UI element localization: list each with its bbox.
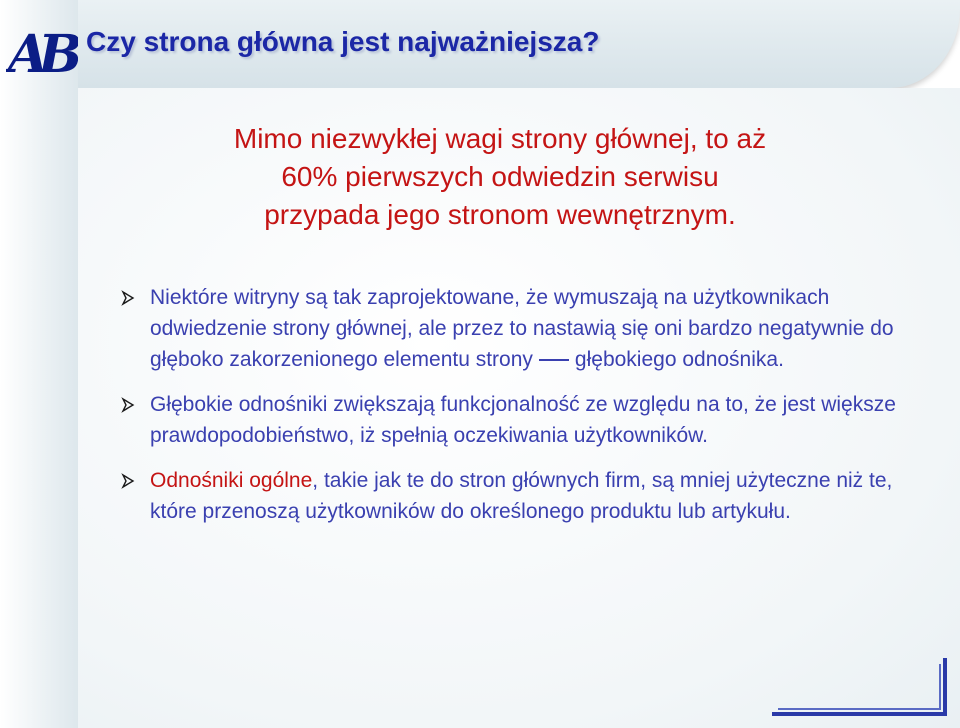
lead-line-3: przypada jego stronom wewnętrznym. — [264, 199, 736, 230]
bullet-1-text-end: głębokiego odnośnika. — [574, 348, 784, 371]
bullet-3-text: , takie jak te do stron głównych firm, są mniej użyteczne niż te, które przenoszą użytkowników do określonego produktu lub artykułu. — [150, 469, 893, 523]
left-band — [0, 0, 78, 728]
corner-bracket-icon — [770, 656, 950, 720]
lead-line-1: Mimo niezwykłej wagi strony głównej, to aż — [233, 123, 767, 154]
bullet-item-2 — [120, 389, 930, 451]
bullet-1-text: Niektóre witryny są tak zaprojektowane, że wymuszają na użytkownikach odwiedzenie strony głównej, ale przez to nastawią się oni bardzo negatywnie do głęboko zakorzenionego elementu strony — [150, 286, 894, 371]
logo-ab — [6, 18, 78, 82]
arrowhead-bullet-icon — [120, 397, 136, 413]
bullet-item-1 — [120, 282, 930, 375]
bullet-item-3 — [120, 465, 930, 527]
bullet-list — [120, 282, 930, 541]
page-title: Czy strona główna jest najważniejsza? — [86, 26, 600, 57]
lead-line-2: 60% pierwszych odwiedzin serwisu — [281, 161, 719, 192]
arrowhead-bullet-icon — [120, 473, 136, 489]
lead-text — [100, 120, 900, 234]
logo-ab-text: AB — [8, 24, 73, 82]
em-dash — [539, 359, 569, 361]
bullet-2-text: Głębokie odnośniki zwiększają funkcjonalność ze względu na to, że jest większe prawdopodobieństwo, iż spełnią oczekiwania użytkowników. — [150, 393, 896, 447]
bullet-3-highlight: Odnośniki ogólne — [150, 469, 313, 492]
arrowhead-bullet-icon — [120, 290, 136, 306]
